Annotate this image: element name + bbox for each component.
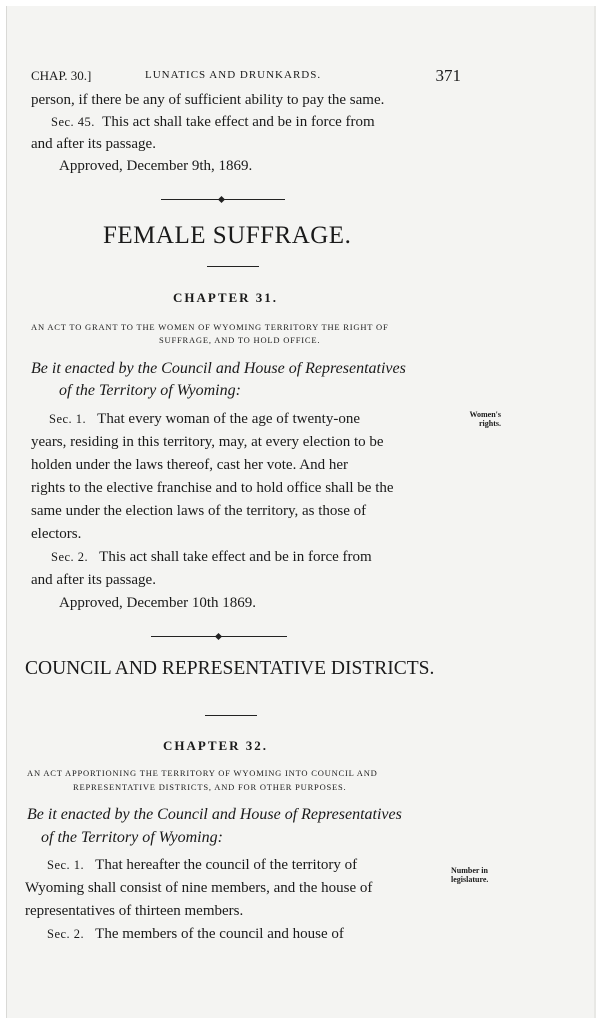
chapter-32-act-line-1: AN ACT APPORTIONING THE TERRITORY OF WYOMING INTO COUNCIL AND xyxy=(27,768,378,778)
chapter-31-heading: CHAPTER 31. xyxy=(173,290,279,305)
margin-note-number-in-legislature xyxy=(451,866,488,884)
short-rule-2 xyxy=(205,715,257,716)
margin-note-line: Number in xyxy=(451,866,488,875)
chapter-31-section-1-line: rights to the elective franchise and to hold office shall be the xyxy=(31,480,394,496)
chapter-32-act-line-2: REPRESENTATIVE DISTRICTS, AND FOR OTHER PURPOSES. xyxy=(73,782,347,792)
enacting-clause-2-line-1: Be it enacted by the Council and House of Representatives xyxy=(27,806,402,823)
chapter-32-section-1-label: Sec. 1. xyxy=(47,858,85,872)
approved-date-1: Approved, December 9th, 1869. xyxy=(59,158,253,174)
chapter-32-section-1-line: That hereafter the council of the territory of xyxy=(95,857,358,873)
chapter-31-section-1-line: electors. xyxy=(31,526,82,542)
chapter-32-section-2 xyxy=(47,926,344,943)
header-chapter-ref: CHAP. 30.] xyxy=(31,68,92,83)
enacting-clause-1-line-2: of the Territory of Wyoming: xyxy=(59,382,241,399)
section-45-label: Sec. 45. xyxy=(51,115,95,129)
chapter-32-section-1-first-line xyxy=(47,857,357,874)
section-45 xyxy=(51,114,375,131)
book-page xyxy=(6,6,596,1018)
chapter-32-section-1-line: representatives of thirteen members. xyxy=(25,903,244,919)
margin-note-womens-rights xyxy=(457,410,501,428)
continuation-line: person, if there be any of sufficient ability to pay the same. xyxy=(31,92,385,108)
running-header xyxy=(31,68,461,88)
margin-note-line: rights. xyxy=(479,419,501,428)
chapter-31-act-line-1: AN ACT TO GRANT TO THE WOMEN OF WYOMING TERRITORY THE RIGHT OF xyxy=(31,322,389,332)
chapter-32-heading: CHAPTER 32. xyxy=(163,738,269,753)
enacting-clause-1-line-1: Be it enacted by the Council and House of Representatives xyxy=(31,360,406,377)
ornament-diamond-1 xyxy=(218,196,225,203)
chapter-31-section-1-line: That every woman of the age of twenty-one xyxy=(97,411,360,427)
chapter-31-section-2-text: This act shall take effect and be in force from xyxy=(99,549,372,565)
section-45-continuation: and after its passage. xyxy=(31,136,156,152)
chapter-32-section-2-text: The members of the council and house of xyxy=(95,926,344,942)
enacting-clause-2-line-2: of the Territory of Wyoming: xyxy=(41,829,223,846)
chapter-32-section-2-label: Sec. 2. xyxy=(47,927,85,941)
approved-date-2: Approved, December 10th 1869. xyxy=(59,595,257,611)
chapter-31-act-line-2: SUFFRAGE, AND TO HOLD OFFICE. xyxy=(159,335,321,345)
ornament-diamond-2 xyxy=(215,633,222,640)
districts-title: COUNCIL AND REPRESENTATIVE DISTRICTS. xyxy=(25,658,435,679)
chapter-31-section-2 xyxy=(51,549,372,566)
chapter-31-section-1-line: years, residing in this territory, may, at every election to be xyxy=(31,434,384,450)
short-rule-1 xyxy=(207,266,259,267)
chapter-31-section-2-continuation: and after its passage. xyxy=(31,572,156,588)
chapter-31-section-1-first-line xyxy=(49,411,360,428)
chapter-31-section-1-line: same under the election laws of the territory, as those of xyxy=(31,503,367,519)
header-running-title: LUNATICS AND DRUNKARDS. xyxy=(145,69,322,81)
chapter-31-section-1-label: Sec. 1. xyxy=(49,412,87,426)
page-number: 371 xyxy=(435,66,461,85)
female-suffrage-title: FEMALE SUFFRAGE. xyxy=(103,222,352,249)
chapter-31-section-2-label: Sec. 2. xyxy=(51,550,89,564)
margin-note-line: Women's xyxy=(469,410,501,419)
chapter-32-section-1-line: Wyoming shall consist of nine members, and the house of xyxy=(25,880,373,896)
chapter-31-section-1-line: holden under the laws thereof, cast her vote. And her xyxy=(31,457,348,473)
margin-note-line: legislature. xyxy=(451,875,489,884)
section-45-text: This act shall take effect and be in force from xyxy=(102,114,375,130)
